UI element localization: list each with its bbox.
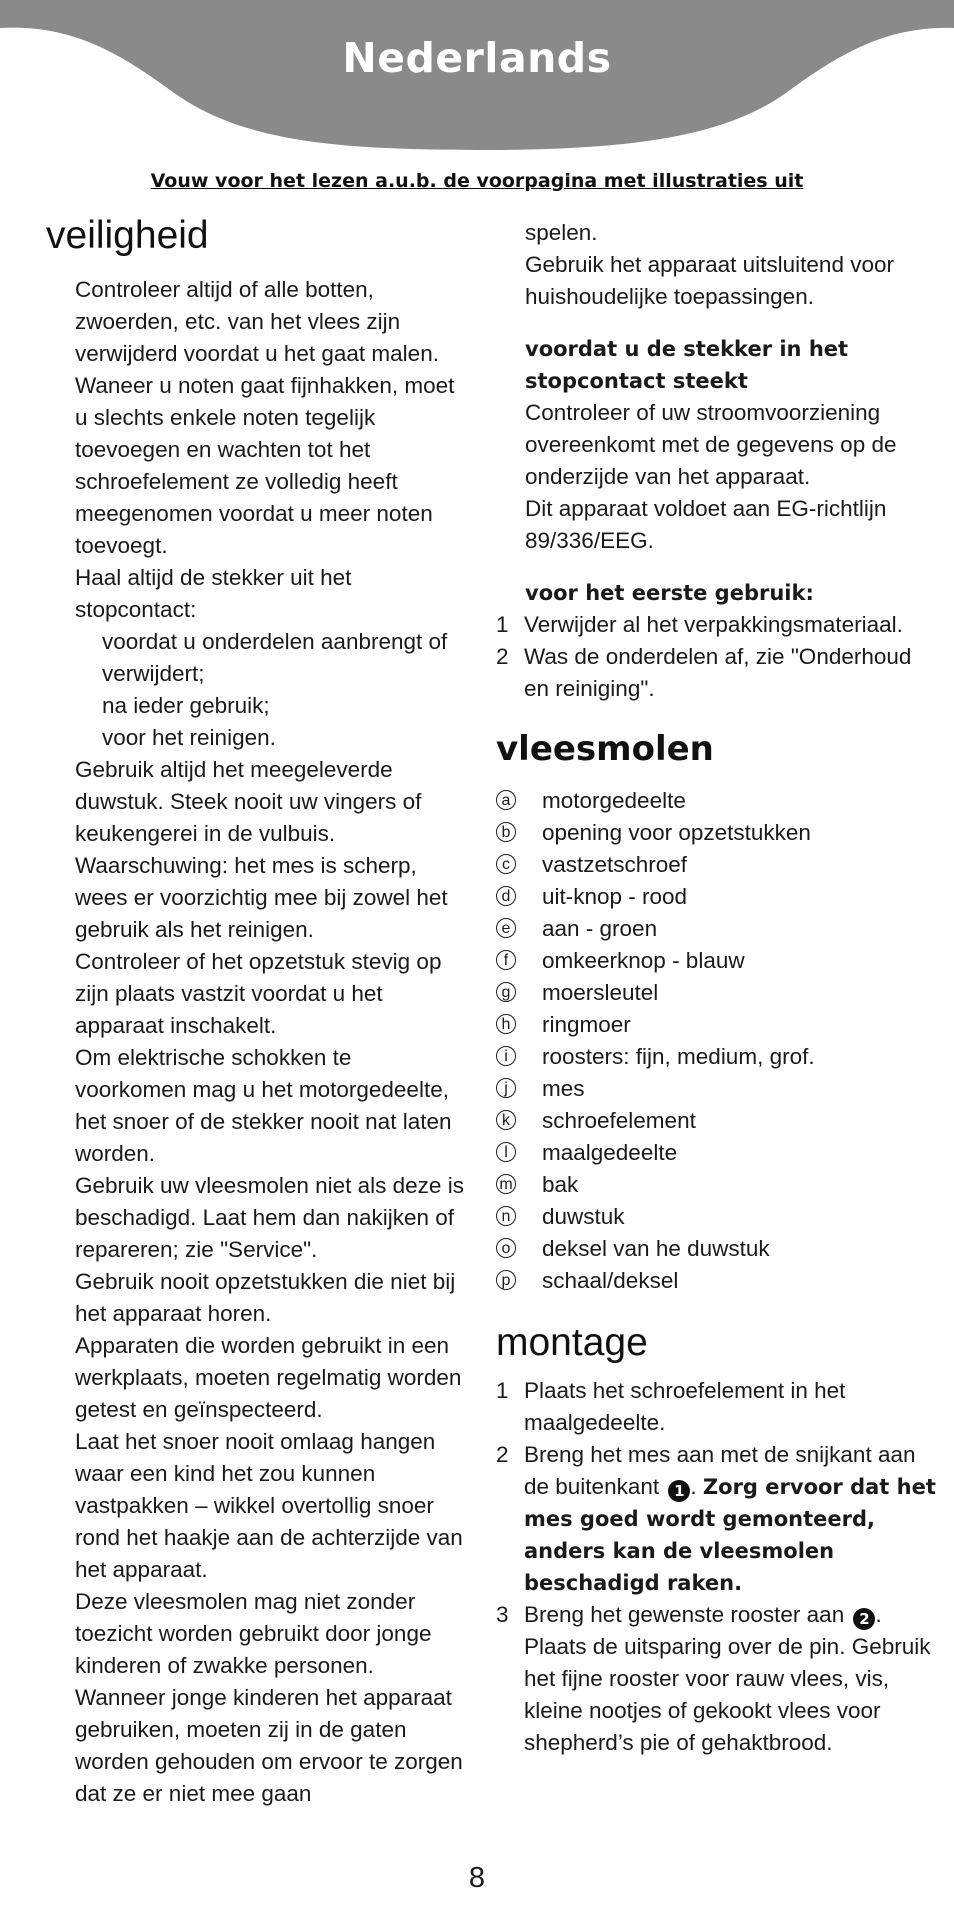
grinder-section: [496, 727, 936, 1297]
part-item: [496, 1105, 936, 1137]
part-letter: b: [496, 822, 516, 842]
part-item: [496, 1041, 936, 1073]
part-letter: i: [496, 1046, 516, 1066]
part-item: [496, 849, 936, 881]
plug-heading: voordat u de stekker in het stopcontact steekt: [525, 337, 849, 393]
part-label: deksel van he duwstuk: [542, 1236, 770, 1261]
part-item: [496, 1137, 936, 1169]
part-label: bak: [542, 1172, 579, 1197]
part-letter: m: [496, 1174, 516, 1194]
part-letter: d: [496, 886, 516, 906]
safety-subitem: voordat u onderdelen aanbrengt of verwijdert;: [102, 629, 448, 686]
list-item: 1 Verwijder al het verpakkingsmateriaal.: [496, 612, 903, 637]
safety-paragraph: Waarschuwing: het mes is scherp, wees er voorzichtig mee bij zowel het gebruik als het reinigen.: [75, 853, 448, 942]
safety-paragraph: Apparaten die worden gebruikt in een werkplaats, moeten regelmatig worden getest en geïnspecteerd.: [75, 1333, 462, 1422]
safety-paragraph: Waneer u noten gaat fijnhakken, moet u slechts enkele noten tegelijk toevoegen en wachten tot het schroefelement ze volledig heeft meegenomen voordat u meer noten toevoegt.: [75, 373, 455, 558]
safety-paragraph: Gebruik uw vleesmolen niet als deze is beschadigd. Laat hem dan nakijken of repareren; zie "Service".: [75, 1173, 464, 1262]
part-letter: l: [496, 1142, 516, 1162]
safety-paragraph: Deze vleesmolen mag niet zonder toezicht worden gebruikt door jonge kinderen of zwakke personen.: [75, 1589, 432, 1678]
part-label: omkeerknop - blauw: [542, 948, 745, 973]
part-item: [496, 1009, 936, 1041]
part-item: [496, 1169, 936, 1201]
part-letter: h: [496, 1014, 516, 1034]
part-item: [496, 785, 936, 817]
list-item: 1 Plaats het schroefelement in het maalgedeelte.: [496, 1378, 846, 1435]
part-label: schroefelement: [542, 1108, 696, 1133]
part-item: [496, 1265, 936, 1297]
page-number: 8: [468, 1862, 486, 1894]
part-item: [496, 1201, 936, 1233]
part-item: [496, 945, 936, 977]
part-letter: c: [496, 854, 516, 874]
part-letter: g: [496, 982, 516, 1002]
fold-out-instruction: Vouw voor het lezen a.u.b. de voorpagina met illustraties uit: [150, 170, 804, 192]
safety-subitem: na ieder gebruik;: [102, 693, 270, 718]
warning-text: Zorg ervoor dat het mes goed wordt gemonteerd, anders kan de vleesmolen beschadigd raken.: [524, 1475, 936, 1595]
grinder-heading: vleesmolen: [496, 729, 714, 769]
safety-paragraph: Gebruik het apparaat uitsluitend voor huishoudelijke toepassingen.: [525, 252, 894, 309]
right-column: [496, 217, 936, 1759]
part-item: [496, 977, 936, 1009]
part-label: ringmoer: [542, 1012, 631, 1037]
safety-heading: veiligheid: [46, 214, 209, 257]
part-label: maalgedeelte: [542, 1140, 678, 1165]
safety-paragraph: Gebruik nooit opzetstukken die niet bij het apparaat horen.: [75, 1269, 456, 1326]
safety-paragraph: spelen.: [525, 220, 598, 245]
assembly-steps: [496, 1375, 936, 1759]
part-label: schaal/deksel: [542, 1268, 679, 1293]
part-label: uit-knop - rood: [542, 884, 688, 909]
part-item: [496, 1073, 936, 1105]
figure-2-badge: 2: [853, 1608, 875, 1630]
part-item: [496, 881, 936, 913]
part-letter: k: [496, 1110, 516, 1130]
plug-paragraph: Dit apparaat voldoet aan EG-richtlijn 89/336/EEG.: [525, 496, 887, 553]
left-column: [46, 212, 466, 1810]
first-use-list: [496, 609, 936, 705]
part-letter: n: [496, 1206, 516, 1226]
part-letter: p: [496, 1270, 516, 1290]
part-label: vastzetschroef: [542, 852, 688, 877]
safety-paragraph: Wanneer jonge kinderen het apparaat gebruiken, moeten zij in de gaten worden gehouden om ervoor te zorgen dat ze er niet mee gaan: [75, 1685, 463, 1806]
part-letter: o: [496, 1238, 516, 1258]
part-letter: j: [496, 1078, 516, 1098]
part-label: motorgedeelte: [542, 788, 686, 813]
part-letter: a: [496, 790, 516, 810]
assembly-heading: montage: [496, 1321, 648, 1364]
part-item: [496, 1233, 936, 1265]
safety-paragraph: Laat het snoer nooit omlaag hangen waar een kind het zou kunnen vastpakken – wikkel overtollig snoer rond het haakje aan de achterzijde van het apparaat.: [75, 1429, 463, 1582]
part-label: mes: [542, 1076, 585, 1101]
safety-paragraph: Gebruik altijd het meegeleverde duwstuk. Steek nooit uw vingers of keukengerei in de vulbuis.: [75, 757, 422, 846]
page-language-title: Nederlands: [342, 34, 612, 82]
safety-continued: [496, 217, 936, 313]
part-item: [496, 913, 936, 945]
first-use-section: [496, 577, 936, 705]
plug-section: [496, 333, 936, 557]
part-item: [496, 817, 936, 849]
safety-paragraph: Controleer altijd of alle botten, zwoerden, etc. van het vlees zijn verwijderd voordat u het gaat malen.: [75, 277, 439, 366]
parts-list: [496, 785, 936, 1297]
part-letter: f: [496, 950, 516, 970]
plug-paragraph: Controleer of uw stroomvoorziening overeenkomt met de gegevens op de onderzijde van het apparaat.: [525, 400, 897, 489]
part-label: aan - groen: [542, 916, 658, 941]
list-item: 2 Breng het mes aan met de snijkant aan de buitenkant 1 . Zorg ervoor dat het mes goed wordt gemonteerd, anders kan de vleesmolen beschadigd raken.: [496, 1442, 936, 1595]
first-use-heading: voor het eerste gebruik:: [525, 581, 814, 605]
safety-text: [46, 274, 466, 1810]
assembly-section: [496, 1319, 936, 1759]
list-item: 2 Was de onderdelen af, zie "Onderhoud en reiniging".: [496, 644, 912, 701]
list-item: 3 Breng het gewenste rooster aan 2 . Plaats de uitsparing over de pin. Gebruik het fijne rooster voor rauw vlees, vis, kleine nootjes of gekookt vlees voor shepherd’s pie of gehaktbrood.: [496, 1602, 931, 1755]
figure-1-badge: 1: [668, 1480, 690, 1502]
safety-paragraph: Om elektrische schokken te voorkomen mag u het motorgedeelte, het snoer of de stekker nooit nat laten worden.: [75, 1045, 452, 1166]
part-letter: e: [496, 918, 516, 938]
safety-subitem: voor het reinigen.: [102, 725, 276, 750]
safety-paragraph: Controleer of het opzetstuk stevig op zijn plaats vastzit voordat u het apparaat inschakelt.: [75, 949, 442, 1038]
safety-paragraph: Haal altijd de stekker uit het stopcontact:: [75, 565, 352, 622]
part-label: opening voor opzetstukken: [542, 820, 811, 845]
part-label: roosters: fijn, medium, grof.: [542, 1044, 815, 1069]
part-label: duwstuk: [542, 1204, 625, 1229]
part-label: moersleutel: [542, 980, 659, 1005]
